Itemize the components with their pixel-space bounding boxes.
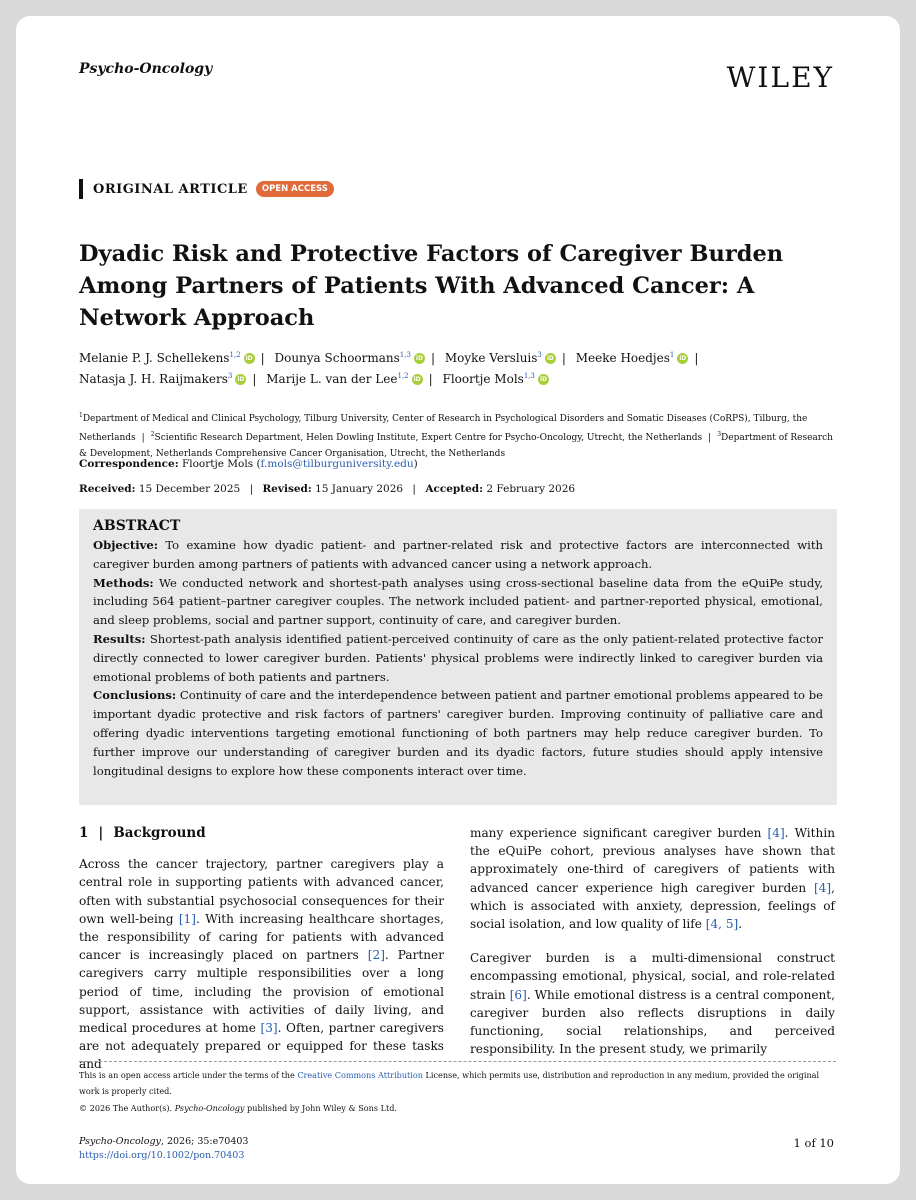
article-title: Dyadic Risk and Protective Factors of Caregiver Burden Among Partners of Patients With Advanced Cancer: A Network Approach — [79, 241, 784, 331]
accepted-label: Accepted: — [425, 483, 484, 495]
correspondence: Correspondence: Floortje Mols (f.mols@tilburguniversity.edu) — [79, 458, 418, 470]
author[interactable]: Marije L. van der Lee$^{1,2}$ iD — [266, 372, 421, 386]
author[interactable]: Moyke Versluis$^3$ iD — [444, 351, 554, 365]
citation-ref[interactable]: [4] — [767, 826, 785, 840]
author[interactable]: Melanie P. J. Schellekens$^{1,2}$ iD — [79, 351, 253, 365]
received-label: Received: — [79, 483, 136, 495]
correspondence-label: Correspondence: — [79, 458, 179, 470]
footer-divider — [79, 1061, 836, 1062]
article-type — [79, 179, 334, 199]
revised-date: 15 January 2026 — [315, 483, 404, 495]
abstract-conclusions: Conclusions: Continuity of care and the interdependence between patient and partner emotional problems appeared to be important dyadic protective and risk factors of partners' caregiver burden. Improving continuity of palliative care and offering dyadic interventions targeting emotional functioning of both partners may help reduce caregiver burden. To further improve our understanding of caregiver burden and its dyadic factors, future studies should apply intensive longitudinal designs to explore how these components interact over time. — [93, 688, 823, 778]
author[interactable]: Natasja J. H. Raijmakers$^3$ iD — [79, 372, 245, 386]
orcid-icon[interactable]: iD — [679, 355, 687, 362]
orcid-icon[interactable]: iD — [546, 355, 554, 362]
article-type-bar — [79, 179, 83, 199]
orcid-icon[interactable]: iD — [415, 355, 423, 362]
citation-ref[interactable]: [2] — [367, 948, 385, 963]
cc-license-link[interactable]: Creative Commons Attribution — [297, 1070, 423, 1080]
affiliation: Scientific Research Department, Helen Dowling Institute, Expert Centre for Psycho-Oncology, Utrecht, the Netherlands — [154, 433, 703, 443]
citation-ref[interactable]: [1] — [178, 911, 196, 926]
author-list: Melanie P. J. Schellekens$^{1,2}$ iD | Dounya Schoormans$^{1,3}$ iD | Moyke Versluis$^3$ iD | Meeke Hoedjes$^1$ iD | Natasja J. H. Raijmakers$^3$ iD | Marije L. van der Lee$^{1,2}$ iD | Floortje Mols$^{1,3}$ iD — [79, 351, 699, 386]
copyright-note: © 2026 The Author(s). Psycho-Oncology published by John Wiley & Sons Ltd. — [79, 1103, 397, 1113]
orcid-icon[interactable]: iD — [245, 355, 253, 362]
open-access-badge: OPEN ACCESS — [256, 181, 334, 197]
abstract-results: Results: Shortest-path analysis identified patient-perceived continuity of care as the only patient-related protective factor directly connected to lower caregiver burden. Patients' physical problems were indirectly linked to caregiver burden via emotional problems of both patients and partners. — [93, 631, 823, 684]
article-page — [16, 16, 900, 1184]
citation-journal: Psycho-Oncology — [79, 1136, 161, 1147]
page-number: 1 of 10 — [793, 1136, 834, 1150]
paragraph: Caregiver burden is a multi-dimensional construct encompassing emotional, physical, social, and role-related strain [6]. While emotional distress is a central component, caregiver burden also reflects disruptions in daily functioning, social relationships, and perceived responsibility. In the present study, we primarily — [470, 951, 836, 1057]
correspondence-email-link[interactable]: f.mols@tilburguniversity.edu — [260, 458, 414, 470]
citation-ref[interactable]: [3] — [260, 1021, 278, 1036]
abstract-methods: Methods: We conducted network and shortest-path analyses using cross-sectional baseline data from the eQuiPe study, including 564 patient–partner caregiver couples. The network included patient- and partner-reported physical, emotional, and sleep problems, social and partner support, continuity of care, and caregiver burden. — [93, 575, 824, 628]
author[interactable]: Meeke Hoedjes$^1$ iD — [575, 351, 687, 365]
revised-label: Revised: — [262, 483, 312, 495]
accepted-date: 2 February 2026 — [486, 483, 576, 495]
body-column-right — [470, 824, 835, 1058]
body-column-left — [79, 824, 444, 1074]
abstract-objective: Objective: To examine how dyadic patient- and partner-related risk and protective factors are interconnected with caregiver burden among partners of patients with advanced cancer using a network approach. — [93, 538, 824, 571]
publisher-logo[interactable]: WILEY — [726, 61, 834, 94]
author[interactable]: Dounya Schoormans$^{1,3}$ iD — [274, 351, 423, 365]
abstract-heading: ABSTRACT — [93, 518, 181, 534]
received-date: 15 December 2025 — [138, 483, 241, 495]
orcid-icon[interactable]: iD — [539, 376, 547, 383]
correspondence-name: Floortje Mols — [181, 458, 254, 470]
section-heading: 1 | Background — [79, 825, 206, 841]
orcid-icon[interactable]: iD — [413, 376, 421, 383]
citation-ref[interactable]: [4, 5] — [705, 917, 739, 932]
article-type-label: ORIGINAL ARTICLE — [93, 181, 248, 197]
affiliations: $^1$Department of Medical and Clinical Psychology, Tilburg University, Center of Research in Psychological Disorders and Somatic Diseases (CoRPS), Tilburg, the Netherlands | $^2$Scientific Research Department, Helen Dowling Institute, Expert Centre for Psycho-Oncology, Utrecht, the Netherlands | $^3$Department of Research & Development, Netherlands Comprehensive Cancer Organisation, Utrecht, the Netherlands — [79, 412, 833, 459]
citation-ref[interactable]: [6] — [509, 987, 527, 1002]
article-dates: Received: 15 December 2025 | Revised: 15 January 2026 | Accepted: 2 February 2026 — [79, 483, 576, 495]
citation-info: Psycho-Oncology, 2026; 35:e70403 https://doi.org/10.1002/pon.70403 — [79, 1136, 249, 1161]
author[interactable]: Floortje Mols$^{1,3}$ iD — [442, 372, 547, 386]
paragraph: Across the cancer trajectory, partner caregivers play a central role in supporting patients with advanced cancer, often with substantial psychosocial consequences for their own well-being [1]. With increasing healthcare shortages, the responsibility of caring for patients with advanced cancer is increasingly placed on partners [2]. Partner caregivers carry multiple responsibilities over a long period of time, including the provision of emotional support, assistance with activities of daily living, and medical procedures at home [3]. Often, partner caregivers are not adequately prepared or equipped for these tasks and — [79, 857, 445, 1072]
paragraph: many experience significant caregiver burden [4]. Within the eQuiPe cohort, previous analyses have shown that approximately one-third of caregivers of patients with advanced cancer experience high caregiver burden [4], which is associated with anxiety, depression, feelings of social isolation, and low quality of life [4, 5]. — [470, 826, 835, 932]
abstract-box — [79, 509, 837, 805]
doi-link[interactable]: https://doi.org/10.1002/pon.70403 — [79, 1150, 245, 1161]
affiliation: Department of Research & Development, Netherlands Comprehensive Cancer Organisation, Utrecht, the Netherlands — [79, 433, 833, 459]
affiliation: Department of Medical and Clinical Psychology, Tilburg University, Center of Research in Psychological Disorders and Somatic Diseases (CoRPS), Tilburg, the Netherlands — [79, 414, 808, 443]
citation-ref[interactable]: [4] — [814, 880, 832, 895]
license-note: This is an open access article under the terms of the Creative Commons Attribution License, which permits use, distribution and reproduction in any medium, provided the original work is properly cited. — [79, 1070, 820, 1096]
journal-name[interactable]: Psycho-Oncology — [79, 61, 213, 77]
orcid-icon[interactable]: iD — [237, 376, 245, 383]
